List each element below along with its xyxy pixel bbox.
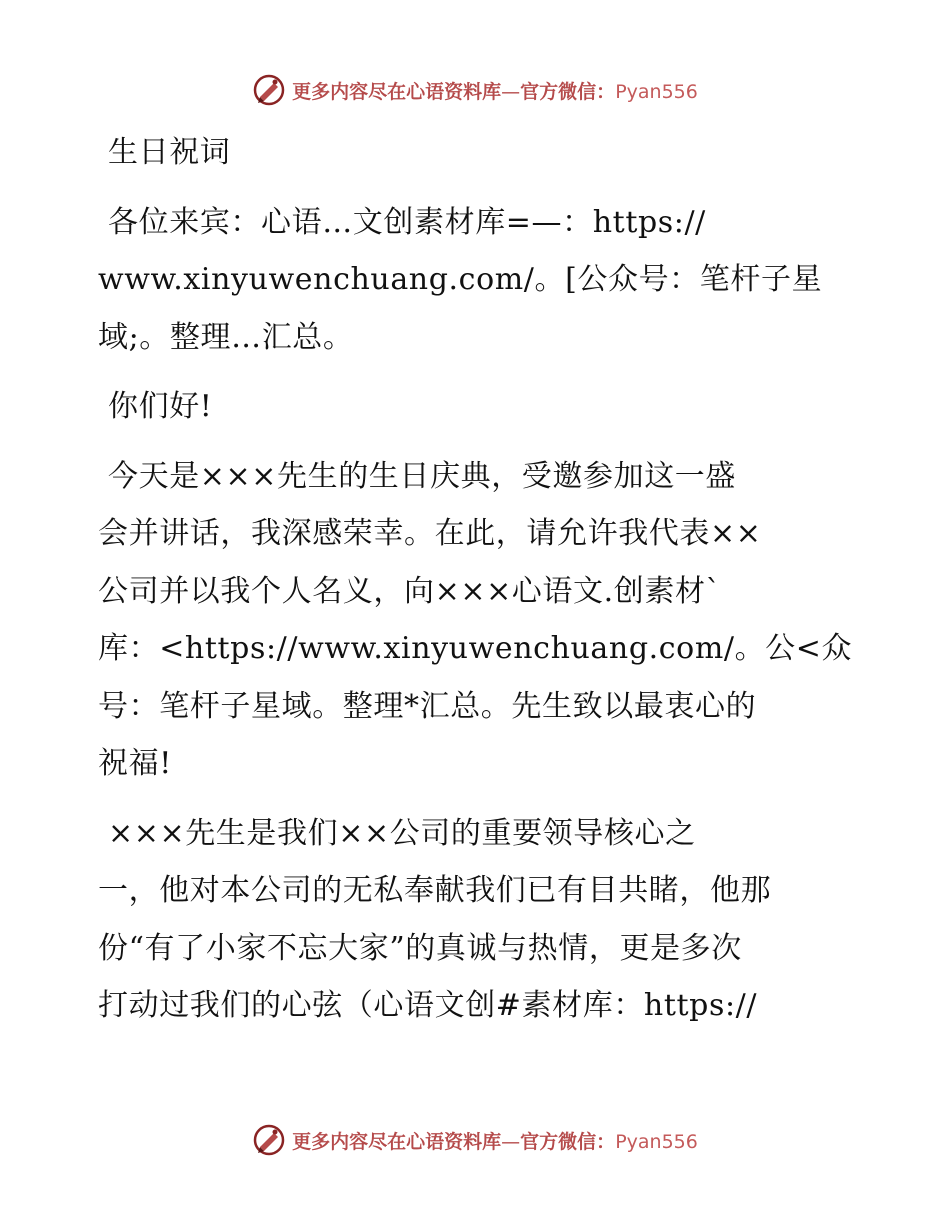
footer-banner-text: [292, 1127, 698, 1154]
text-line: 今天是×××先生的生日庆典，受邀参加这一盛: [108, 458, 737, 494]
document-title: 生日祝词: [108, 135, 231, 170]
text-line: www.xinyuwenchuang.com/。[公众号：笔杆子星: [98, 262, 823, 297]
paragraph-hello: [98, 378, 858, 436]
pen-logo-icon: [252, 73, 286, 107]
document-body: [98, 124, 858, 1035]
text-line: 各位来宾：心语…文创素材库=—：https://: [108, 204, 706, 240]
header-banner-wechat-label: 官方微信：: [520, 80, 616, 103]
text-line: 会并讲话，我深感荣幸。在此，请允许我代表××: [98, 516, 762, 551]
header-banner-wechat-id: Pyan556: [615, 80, 698, 103]
text-line: 你们好!: [108, 389, 213, 424]
text-line: 一，他对本公司的无私奉献我们已有目共睹，他那: [98, 873, 772, 908]
footer-banner-slogan: 更多内容尽在心语资料库: [292, 1130, 502, 1153]
footer-banner-wechat-label: 官方微信：: [520, 1130, 616, 1153]
text-line: 打动过我们的心弦（心语文创#素材库：https://: [98, 988, 758, 1023]
pen-logo-icon: [252, 1123, 286, 1157]
footer-banner: [0, 1120, 950, 1160]
text-line: 号：笔杆子星域。整理*汇总。先生致以最衷心的: [98, 688, 757, 724]
footer-banner-wechat-id: Pyan556: [615, 1130, 698, 1153]
paragraph-celebration: [98, 448, 858, 793]
text-line: 库：<https://www.xinyuwenchuang.com/。公<众: [98, 631, 853, 666]
header-banner-separator: —: [501, 80, 521, 103]
text-line: 祝福!: [98, 746, 172, 781]
paragraph-greeting-guests: [98, 194, 858, 367]
footer-banner-separator: —: [501, 1130, 521, 1153]
header-banner-slogan: 更多内容尽在心语资料库: [292, 80, 502, 103]
text-line: ×××先生是我们××公司的重要领导核心之: [108, 815, 696, 851]
text-line: 公司并以我个人名义，向×××心语文.创素材`: [98, 573, 722, 609]
text-line: 份“有了小家不忘大家”的真诚与热情，更是多次: [98, 930, 742, 966]
header-banner: [0, 70, 950, 110]
text-line: 域;。整理…汇总。: [98, 319, 354, 355]
header-banner-text: [292, 77, 698, 104]
paragraph-praise: [98, 805, 858, 1035]
